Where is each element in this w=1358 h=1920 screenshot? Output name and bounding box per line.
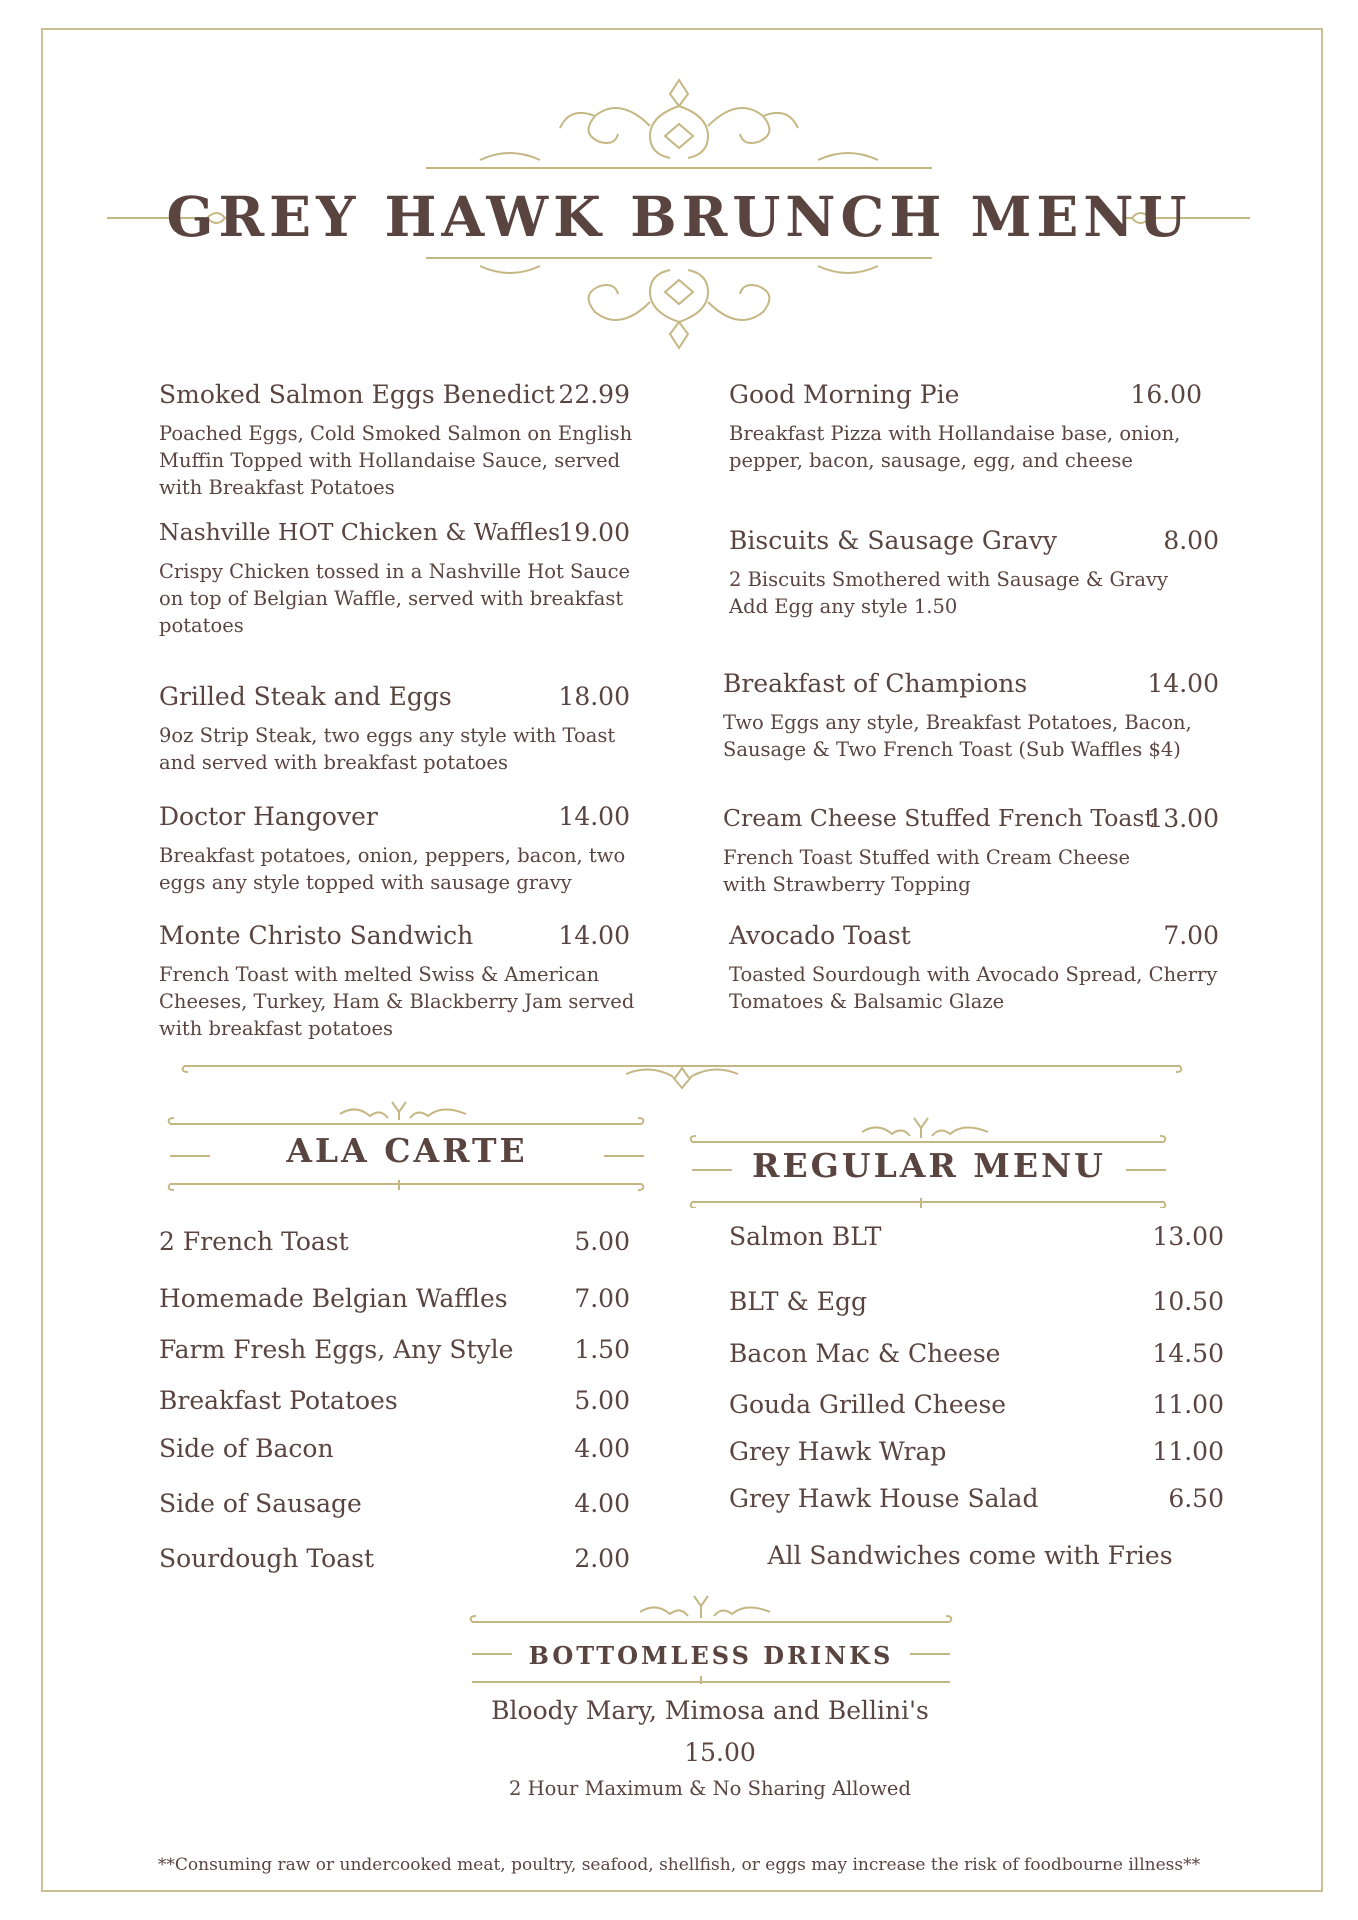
regular-menu-item-name: Bacon Mac & Cheese	[729, 1339, 1001, 1368]
menu-item-name: Smoked Salmon Eggs Benedict	[159, 380, 555, 409]
menu-item-description: Crispy Chicken tossed in a Nashville Hot Sauce on top of Belgian Waffle, served with breakfast potatoes	[159, 560, 631, 637]
menu-item-name: Nashville HOT Chicken & Waffles	[159, 518, 561, 546]
ala-carte-item-name: Homemade Belgian Waffles	[159, 1284, 508, 1313]
ala-carte-heading: ALA CARTE	[286, 1131, 528, 1170]
regular-menu-item-price: 10.50	[1152, 1287, 1224, 1316]
menu-item-price: 14.00	[558, 802, 630, 831]
menu-item-name: Doctor Hangover	[159, 802, 378, 831]
menu-item-description: Breakfast Pizza with Hollandaise base, onion, pepper, bacon, sausage, egg, and cheese	[729, 422, 1181, 472]
page-title: GREY HAWK BRUNCH MENU	[166, 184, 1192, 249]
regular-menu-item-name: BLT & Egg	[729, 1287, 868, 1316]
menu-item-price: 19.00	[558, 518, 630, 547]
ala-carte-item-price: 7.00	[574, 1284, 630, 1313]
regular-menu-item-price: 13.00	[1152, 1222, 1224, 1251]
regular-menu-item-name: Grey Hawk Wrap	[729, 1437, 947, 1466]
menu-item-name: Good Morning Pie	[729, 380, 960, 409]
regular-menu-heading: REGULAR MENU	[752, 1146, 1106, 1185]
food-safety-disclaimer: **Consuming raw or undercooked meat, poultry, seafood, shellfish, or eggs may increase the risk of foodbourne illness**	[157, 1855, 1201, 1875]
regular-menu-item-price: 11.00	[1152, 1437, 1224, 1466]
regular-menu-note: All Sandwiches come with Fries	[767, 1541, 1173, 1570]
ala-carte-item-name: Sourdough Toast	[159, 1544, 375, 1573]
menu-item-description: 2 Biscuits Smothered with Sausage & Gravy Add Egg any style 1.50	[729, 568, 1169, 618]
ala-carte-item-price: 5.00	[574, 1227, 630, 1256]
ala-carte-item-price: 2.00	[574, 1544, 630, 1573]
ala-carte-item-price: 4.00	[574, 1434, 630, 1463]
menu-item-description: French Toast with melted Swiss & American Cheeses, Turkey, Ham & Blackberry Jam served with breakfast potatoes	[159, 963, 635, 1040]
menu-item-name: Avocado Toast	[729, 921, 911, 950]
ala-carte-item-price: 1.50	[574, 1335, 630, 1364]
menu-item-description: Breakfast potatoes, onion, peppers, bacon, two eggs any style topped with sausage gravy	[159, 844, 626, 894]
drinks-note: 2 Hour Maximum & No Sharing Allowed	[509, 1777, 911, 1800]
title-bottom-flourish	[420, 254, 938, 354]
menu-item-description: Toasted Sourdough with Avocado Spread, Cherry Tomatoes & Balsamic Glaze	[729, 963, 1218, 1013]
menu-item-name: Grilled Steak and Eggs	[159, 682, 452, 711]
menu-item-name: Breakfast of Champions	[723, 669, 1028, 698]
ala-carte-item-price: 4.00	[574, 1489, 630, 1518]
menu-item-description: Poached Eggs, Cold Smoked Salmon on English Muffin Topped with Hollandaise Sauce, served with Breakfast Potatoes	[159, 422, 633, 499]
menu-item-description: French Toast Stuffed with Cream Cheese with Strawberry Topping	[723, 846, 1131, 896]
menu-item-price: 8.00	[1163, 526, 1219, 555]
menu-item-name: Cream Cheese Stuffed French Toast	[723, 804, 1154, 832]
ala-carte-item-name: Farm Fresh Eggs, Any Style	[159, 1335, 514, 1364]
ala-carte-item-name: Side of Sausage	[159, 1489, 362, 1518]
regular-menu-item-price: 14.50	[1152, 1339, 1224, 1368]
menu-item-price: 7.00	[1163, 921, 1219, 950]
regular-menu-item-name: Salmon BLT	[729, 1222, 882, 1251]
regular-menu-item-price: 11.00	[1152, 1390, 1224, 1419]
menu-item-price: 16.00	[1130, 380, 1202, 409]
ala-carte-item-name: Side of Bacon	[159, 1434, 334, 1463]
menu-item-price: 13.00	[1147, 804, 1219, 833]
title-top-flourish	[420, 76, 938, 172]
menu-item-description: Two Eggs any style, Breakfast Potatoes, Bacon, Sausage & Two French Toast (Sub Waffles $4)	[723, 711, 1192, 761]
menu-item-price: 14.00	[1147, 669, 1219, 698]
menu-item-description: 9oz Strip Steak, two eggs any style with Toast and served with breakfast potatoes	[159, 724, 616, 774]
drinks-price: 15.00	[684, 1738, 756, 1767]
regular-menu-item-price: 6.50	[1168, 1484, 1224, 1513]
regular-menu-item-name: Gouda Grilled Cheese	[729, 1390, 1007, 1419]
section-divider	[180, 1058, 1185, 1094]
menu-item-name: Biscuits & Sausage Gravy	[729, 526, 1058, 555]
ala-carte-item-name: Breakfast Potatoes	[159, 1386, 398, 1415]
menu-item-price: 22.99	[558, 380, 630, 409]
menu-item-name: Monte Christo Sandwich	[159, 921, 474, 950]
drinks-line: Bloody Mary, Mimosa and Bellini's	[491, 1696, 929, 1725]
menu-item-price: 14.00	[558, 921, 630, 950]
menu-item-price: 18.00	[558, 682, 630, 711]
ala-carte-item-price: 5.00	[574, 1386, 630, 1415]
regular-menu-item-name: Grey Hawk House Salad	[729, 1484, 1039, 1513]
ala-carte-item-name: 2 French Toast	[159, 1227, 349, 1256]
drinks-heading: BOTTOMLESS DRINKS	[528, 1641, 894, 1670]
